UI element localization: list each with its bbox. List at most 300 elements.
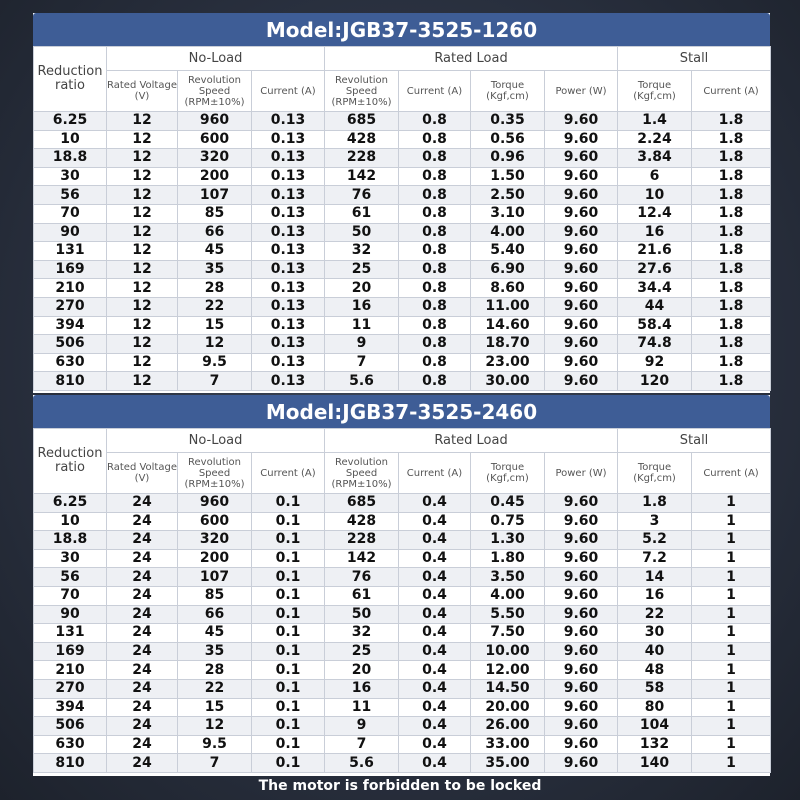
table-cell: 23.00 bbox=[471, 353, 545, 372]
table-cell: 6.25 bbox=[34, 112, 107, 131]
table-cell: 24 bbox=[107, 679, 178, 698]
table-cell: 9.60 bbox=[545, 512, 618, 531]
table-cell: 7 bbox=[325, 735, 399, 754]
table-cell: 9.60 bbox=[545, 586, 618, 605]
table-cell: 1 bbox=[692, 494, 771, 513]
table-cell: 44 bbox=[618, 297, 692, 316]
table-cell: 24 bbox=[107, 568, 178, 587]
table-cell: 0.13 bbox=[252, 372, 325, 391]
table-row bbox=[34, 204, 771, 223]
table-cell: 0.1 bbox=[252, 624, 325, 643]
table-cell: 1.8 bbox=[692, 149, 771, 168]
table-cell: 14.50 bbox=[471, 679, 545, 698]
table-body bbox=[34, 494, 771, 773]
footnote-text: The motor is forbidden to be locked bbox=[258, 778, 542, 794]
table-cell: 66 bbox=[178, 223, 252, 242]
table-cell: 0.1 bbox=[252, 735, 325, 754]
table-cell: 18.8 bbox=[34, 149, 107, 168]
table-cell: 3 bbox=[618, 512, 692, 531]
table-cell: 9.5 bbox=[178, 353, 252, 372]
table-cell: 0.13 bbox=[252, 112, 325, 131]
table-row bbox=[34, 223, 771, 242]
table-cell: 24 bbox=[107, 531, 178, 550]
table-cell: 35.00 bbox=[471, 754, 545, 773]
table-cell: 0.1 bbox=[252, 586, 325, 605]
table-cell: 506 bbox=[34, 335, 107, 354]
table-cell: 1.80 bbox=[471, 549, 545, 568]
table-row bbox=[34, 642, 771, 661]
table-cell: 9.60 bbox=[545, 372, 618, 391]
table-cell: 1 bbox=[692, 568, 771, 587]
spec-table-panel-1 bbox=[33, 13, 770, 393]
table-cell: 0.1 bbox=[252, 679, 325, 698]
table-cell: 6.90 bbox=[471, 260, 545, 279]
table-cell: 24 bbox=[107, 624, 178, 643]
table-cell: 0.1 bbox=[252, 754, 325, 773]
no-load-current-header: Current (A) bbox=[252, 453, 325, 494]
table-cell: 22 bbox=[178, 297, 252, 316]
table-cell: 0.1 bbox=[252, 605, 325, 624]
table-cell: 24 bbox=[107, 586, 178, 605]
table-cell: 30.00 bbox=[471, 372, 545, 391]
table-cell: 0.75 bbox=[471, 512, 545, 531]
table-cell: 1.4 bbox=[618, 112, 692, 131]
table-cell: 18.8 bbox=[34, 531, 107, 550]
table-cell: 12 bbox=[107, 279, 178, 298]
table-cell: 0.8 bbox=[399, 167, 471, 186]
table-cell: 12 bbox=[107, 353, 178, 372]
table-cell: 1.8 bbox=[692, 297, 771, 316]
table-cell: 1.8 bbox=[692, 186, 771, 205]
table-row bbox=[34, 679, 771, 698]
table-row bbox=[34, 279, 771, 298]
table-cell: 0.4 bbox=[399, 679, 471, 698]
table-cell: 394 bbox=[34, 698, 107, 717]
table-cell: 12 bbox=[107, 260, 178, 279]
table-cell: 20 bbox=[325, 279, 399, 298]
table-cell: 33.00 bbox=[471, 735, 545, 754]
table-cell: 1 bbox=[692, 531, 771, 550]
table-cell: 0.35 bbox=[471, 112, 545, 131]
table-cell: 16 bbox=[325, 297, 399, 316]
table-cell: 0.8 bbox=[399, 372, 471, 391]
table-cell: 5.6 bbox=[325, 372, 399, 391]
table-cell: 0.1 bbox=[252, 549, 325, 568]
table-cell: 0.4 bbox=[399, 512, 471, 531]
rated-current-header: Current (A) bbox=[399, 453, 471, 494]
table-cell: 58 bbox=[618, 679, 692, 698]
table-cell: 24 bbox=[107, 549, 178, 568]
rated-load-group-header: Rated Load bbox=[325, 429, 618, 453]
table-cell: 9.60 bbox=[545, 130, 618, 149]
table-cell: 0.13 bbox=[252, 130, 325, 149]
table-cell: 0.1 bbox=[252, 642, 325, 661]
table-cell: 9.60 bbox=[545, 717, 618, 736]
table-cell: 76 bbox=[325, 568, 399, 587]
table-cell: 1.8 bbox=[692, 335, 771, 354]
table-cell: 7 bbox=[178, 754, 252, 773]
table-cell: 506 bbox=[34, 717, 107, 736]
table-cell: 90 bbox=[34, 605, 107, 624]
table-cell: 0.1 bbox=[252, 661, 325, 680]
table-row bbox=[34, 512, 771, 531]
table-cell: 210 bbox=[34, 279, 107, 298]
table-cell: 0.1 bbox=[252, 717, 325, 736]
table-row bbox=[34, 624, 771, 643]
table-row bbox=[34, 698, 771, 717]
rated-current-header: Current (A) bbox=[399, 71, 471, 112]
table-cell: 12 bbox=[107, 297, 178, 316]
table-cell: 320 bbox=[178, 149, 252, 168]
table-cell: 9.60 bbox=[545, 661, 618, 680]
table-cell: 169 bbox=[34, 260, 107, 279]
table-row bbox=[34, 186, 771, 205]
table-cell: 0.1 bbox=[252, 531, 325, 550]
table-cell: 5.40 bbox=[471, 242, 545, 261]
table-cell: 5.6 bbox=[325, 754, 399, 773]
table-cell: 0.4 bbox=[399, 754, 471, 773]
table-row bbox=[34, 586, 771, 605]
table-cell: 1 bbox=[692, 549, 771, 568]
table-cell: 0.13 bbox=[252, 316, 325, 335]
table-cell: 0.13 bbox=[252, 204, 325, 223]
table-cell: 28 bbox=[178, 279, 252, 298]
table-row bbox=[34, 260, 771, 279]
table-cell: 1 bbox=[692, 605, 771, 624]
table-cell: 11 bbox=[325, 698, 399, 717]
table-cell: 0.4 bbox=[399, 494, 471, 513]
reduction-ratio-header: Reduction ratio bbox=[34, 47, 107, 112]
table-row bbox=[34, 717, 771, 736]
table-cell: 80 bbox=[618, 698, 692, 717]
table-cell: 1 bbox=[692, 661, 771, 680]
table-cell: 9.60 bbox=[545, 149, 618, 168]
table-cell: 1.8 bbox=[692, 223, 771, 242]
table-cell: 810 bbox=[34, 754, 107, 773]
table-cell: 270 bbox=[34, 297, 107, 316]
table-cell: 0.4 bbox=[399, 549, 471, 568]
table-cell: 90 bbox=[34, 223, 107, 242]
table-cell: 1 bbox=[692, 698, 771, 717]
table-cell: 685 bbox=[325, 494, 399, 513]
table-body bbox=[34, 112, 771, 391]
table-cell: 0.8 bbox=[399, 186, 471, 205]
table-cell: 24 bbox=[107, 698, 178, 717]
table-cell: 0.8 bbox=[399, 204, 471, 223]
model-title: Model:JGB37-3525-2460 bbox=[33, 395, 770, 428]
table-cell: 1.8 bbox=[692, 204, 771, 223]
table-cell: 56 bbox=[34, 568, 107, 587]
table-cell: 1.30 bbox=[471, 531, 545, 550]
table-cell: 34.4 bbox=[618, 279, 692, 298]
table-cell: 9.60 bbox=[545, 735, 618, 754]
table-cell: 9.60 bbox=[545, 223, 618, 242]
table-cell: 32 bbox=[325, 624, 399, 643]
table-cell: 4.00 bbox=[471, 586, 545, 605]
table-cell: 16 bbox=[618, 223, 692, 242]
table-cell: 228 bbox=[325, 149, 399, 168]
table-cell: 394 bbox=[34, 316, 107, 335]
table-cell: 50 bbox=[325, 223, 399, 242]
table-cell: 6 bbox=[618, 167, 692, 186]
table-cell: 0.4 bbox=[399, 531, 471, 550]
table-cell: 1.8 bbox=[618, 494, 692, 513]
table-cell: 0.4 bbox=[399, 698, 471, 717]
no-load-group-header: No-Load bbox=[107, 429, 325, 453]
table-row bbox=[34, 735, 771, 754]
table-cell: 70 bbox=[34, 586, 107, 605]
table-cell: 142 bbox=[325, 549, 399, 568]
table-cell: 9 bbox=[325, 335, 399, 354]
table-cell: 11 bbox=[325, 316, 399, 335]
table-cell: 140 bbox=[618, 754, 692, 773]
table-cell: 0.8 bbox=[399, 130, 471, 149]
table-row bbox=[34, 297, 771, 316]
table-cell: 1.8 bbox=[692, 353, 771, 372]
table-cell: 142 bbox=[325, 167, 399, 186]
table-cell: 12.4 bbox=[618, 204, 692, 223]
table-cell: 12.00 bbox=[471, 661, 545, 680]
table-row bbox=[34, 112, 771, 131]
table-cell: 61 bbox=[325, 204, 399, 223]
table-cell: 3.50 bbox=[471, 568, 545, 587]
table-cell: 9.60 bbox=[545, 568, 618, 587]
table-cell: 1.8 bbox=[692, 112, 771, 131]
table-cell: 48 bbox=[618, 661, 692, 680]
table-cell: 200 bbox=[178, 549, 252, 568]
table-cell: 12 bbox=[107, 186, 178, 205]
table-row bbox=[34, 531, 771, 550]
stall-torque-header: Torque (Kgf,cm) bbox=[618, 453, 692, 494]
table-cell: 0.96 bbox=[471, 149, 545, 168]
table-cell: 228 bbox=[325, 531, 399, 550]
no-load-speed-header: Revolution Speed (RPM±10%) bbox=[178, 453, 252, 494]
table-cell: 0.1 bbox=[252, 494, 325, 513]
rated-load-group-header: Rated Load bbox=[325, 47, 618, 71]
table-cell: 0.13 bbox=[252, 353, 325, 372]
table-row bbox=[34, 149, 771, 168]
table-cell: 131 bbox=[34, 624, 107, 643]
table-cell: 5.50 bbox=[471, 605, 545, 624]
table-cell: 12 bbox=[107, 242, 178, 261]
table-cell: 58.4 bbox=[618, 316, 692, 335]
table-row bbox=[34, 549, 771, 568]
table-cell: 28 bbox=[178, 661, 252, 680]
table-cell: 0.8 bbox=[399, 316, 471, 335]
table-cell: 21.6 bbox=[618, 242, 692, 261]
table-cell: 3.84 bbox=[618, 149, 692, 168]
table-cell: 320 bbox=[178, 531, 252, 550]
table-cell: 3.10 bbox=[471, 204, 545, 223]
table-cell: 428 bbox=[325, 512, 399, 531]
table-cell: 0.13 bbox=[252, 242, 325, 261]
table-cell: 76 bbox=[325, 186, 399, 205]
spec-table bbox=[33, 46, 771, 391]
table-cell: 7.2 bbox=[618, 549, 692, 568]
table-cell: 0.45 bbox=[471, 494, 545, 513]
table-cell: 30 bbox=[34, 549, 107, 568]
table-cell: 1 bbox=[692, 586, 771, 605]
table-cell: 24 bbox=[107, 512, 178, 531]
table-cell: 11.00 bbox=[471, 297, 545, 316]
table-cell: 15 bbox=[178, 698, 252, 717]
table-cell: 24 bbox=[107, 661, 178, 680]
table-cell: 0.8 bbox=[399, 353, 471, 372]
table-cell: 6.25 bbox=[34, 494, 107, 513]
table-cell: 14.60 bbox=[471, 316, 545, 335]
table-cell: 1.8 bbox=[692, 130, 771, 149]
table-cell: 35 bbox=[178, 260, 252, 279]
table-cell: 12 bbox=[107, 167, 178, 186]
table-cell: 9.60 bbox=[545, 494, 618, 513]
table-cell: 0.13 bbox=[252, 297, 325, 316]
table-cell: 200 bbox=[178, 167, 252, 186]
table-cell: 131 bbox=[34, 242, 107, 261]
table-cell: 9.60 bbox=[545, 754, 618, 773]
table-row bbox=[34, 372, 771, 391]
table-cell: 1.8 bbox=[692, 279, 771, 298]
table-cell: 22 bbox=[178, 679, 252, 698]
table-cell: 9.60 bbox=[545, 297, 618, 316]
stall-group-header: Stall bbox=[618, 47, 771, 71]
table-cell: 50 bbox=[325, 605, 399, 624]
stall-current-header: Current (A) bbox=[692, 453, 771, 494]
table-cell: 24 bbox=[107, 754, 178, 773]
no-load-group-header: No-Load bbox=[107, 47, 325, 71]
table-cell: 960 bbox=[178, 494, 252, 513]
table-cell: 9.60 bbox=[545, 549, 618, 568]
table-cell: 22 bbox=[618, 605, 692, 624]
table-cell: 16 bbox=[618, 586, 692, 605]
table-cell: 9.60 bbox=[545, 260, 618, 279]
table-cell: 45 bbox=[178, 242, 252, 261]
table-cell: 9.5 bbox=[178, 735, 252, 754]
table-cell: 35 bbox=[178, 642, 252, 661]
table-cell: 0.4 bbox=[399, 642, 471, 661]
table-cell: 15 bbox=[178, 316, 252, 335]
table-cell: 10 bbox=[618, 186, 692, 205]
table-cell: 25 bbox=[325, 260, 399, 279]
table-cell: 8.60 bbox=[471, 279, 545, 298]
table-cell: 0.4 bbox=[399, 568, 471, 587]
table-cell: 30 bbox=[618, 624, 692, 643]
table-cell: 5.2 bbox=[618, 531, 692, 550]
table-cell: 26.00 bbox=[471, 717, 545, 736]
table-cell: 32 bbox=[325, 242, 399, 261]
table-cell: 2.50 bbox=[471, 186, 545, 205]
table-cell: 1 bbox=[692, 624, 771, 643]
table-cell: 9.60 bbox=[545, 605, 618, 624]
table-cell: 85 bbox=[178, 586, 252, 605]
table-cell: 25 bbox=[325, 642, 399, 661]
table-row bbox=[34, 335, 771, 354]
table-cell: 30 bbox=[34, 167, 107, 186]
table-cell: 107 bbox=[178, 186, 252, 205]
table-cell: 7 bbox=[178, 372, 252, 391]
table-row bbox=[34, 754, 771, 773]
table-cell: 12 bbox=[107, 112, 178, 131]
table-cell: 0.8 bbox=[399, 335, 471, 354]
table-row bbox=[34, 167, 771, 186]
no-load-current-header: Current (A) bbox=[252, 71, 325, 112]
table-cell: 0.1 bbox=[252, 698, 325, 717]
table-cell: 0.4 bbox=[399, 717, 471, 736]
table-cell: 9.60 bbox=[545, 204, 618, 223]
table-cell: 1 bbox=[692, 512, 771, 531]
table-cell: 0.13 bbox=[252, 260, 325, 279]
table-cell: 0.8 bbox=[399, 149, 471, 168]
table-cell: 1.50 bbox=[471, 167, 545, 186]
table-cell: 9.60 bbox=[545, 335, 618, 354]
table-cell: 20.00 bbox=[471, 698, 545, 717]
table-cell: 1.8 bbox=[692, 242, 771, 261]
rated-power-header: Power (W) bbox=[545, 71, 618, 112]
table-row bbox=[34, 316, 771, 335]
table-cell: 0.8 bbox=[399, 242, 471, 261]
table-cell: 56 bbox=[34, 186, 107, 205]
table-cell: 0.4 bbox=[399, 624, 471, 643]
table-cell: 7.50 bbox=[471, 624, 545, 643]
table-cell: 0.8 bbox=[399, 297, 471, 316]
rated-torque-header: Torque (Kgf,cm) bbox=[471, 453, 545, 494]
rated-power-header: Power (W) bbox=[545, 453, 618, 494]
rated-speed-header: Revolution Speed (RPM±10%) bbox=[325, 71, 399, 112]
table-row bbox=[34, 605, 771, 624]
table-cell: 0.13 bbox=[252, 149, 325, 168]
rated-torque-header: Torque (Kgf,cm) bbox=[471, 71, 545, 112]
table-cell: 9.60 bbox=[545, 167, 618, 186]
table-cell: 12 bbox=[178, 335, 252, 354]
table-cell: 12 bbox=[107, 316, 178, 335]
table-cell: 10 bbox=[34, 130, 107, 149]
table-cell: 9.60 bbox=[545, 353, 618, 372]
table-cell: 9.60 bbox=[545, 316, 618, 335]
table-cell: 9 bbox=[325, 717, 399, 736]
table-cell: 0.4 bbox=[399, 661, 471, 680]
table-cell: 9.60 bbox=[545, 679, 618, 698]
table-cell: 1 bbox=[692, 642, 771, 661]
table-cell: 0.13 bbox=[252, 279, 325, 298]
table-cell: 1 bbox=[692, 717, 771, 736]
table-row bbox=[34, 568, 771, 587]
table-cell: 0.13 bbox=[252, 223, 325, 242]
table-cell: 92 bbox=[618, 353, 692, 372]
table-cell: 0.8 bbox=[399, 279, 471, 298]
table-cell: 12 bbox=[107, 335, 178, 354]
table-cell: 685 bbox=[325, 112, 399, 131]
table-cell: 1.8 bbox=[692, 260, 771, 279]
model-title: Model:JGB37-3525-1260 bbox=[33, 13, 770, 46]
spec-table bbox=[33, 428, 771, 773]
table-cell: 0.13 bbox=[252, 186, 325, 205]
table-cell: 10 bbox=[34, 512, 107, 531]
table-cell: 12 bbox=[178, 717, 252, 736]
table-cell: 27.6 bbox=[618, 260, 692, 279]
table-cell: 428 bbox=[325, 130, 399, 149]
table-cell: 24 bbox=[107, 605, 178, 624]
table-cell: 85 bbox=[178, 204, 252, 223]
table-cell: 70 bbox=[34, 204, 107, 223]
rated-voltage-header: Rated Voltage (V) bbox=[107, 71, 178, 112]
table-cell: 1 bbox=[692, 735, 771, 754]
table-cell: 24 bbox=[107, 642, 178, 661]
table-cell: 24 bbox=[107, 735, 178, 754]
stall-current-header: Current (A) bbox=[692, 71, 771, 112]
table-cell: 600 bbox=[178, 512, 252, 531]
table-cell: 810 bbox=[34, 372, 107, 391]
table-cell: 270 bbox=[34, 679, 107, 698]
table-cell: 0.8 bbox=[399, 223, 471, 242]
